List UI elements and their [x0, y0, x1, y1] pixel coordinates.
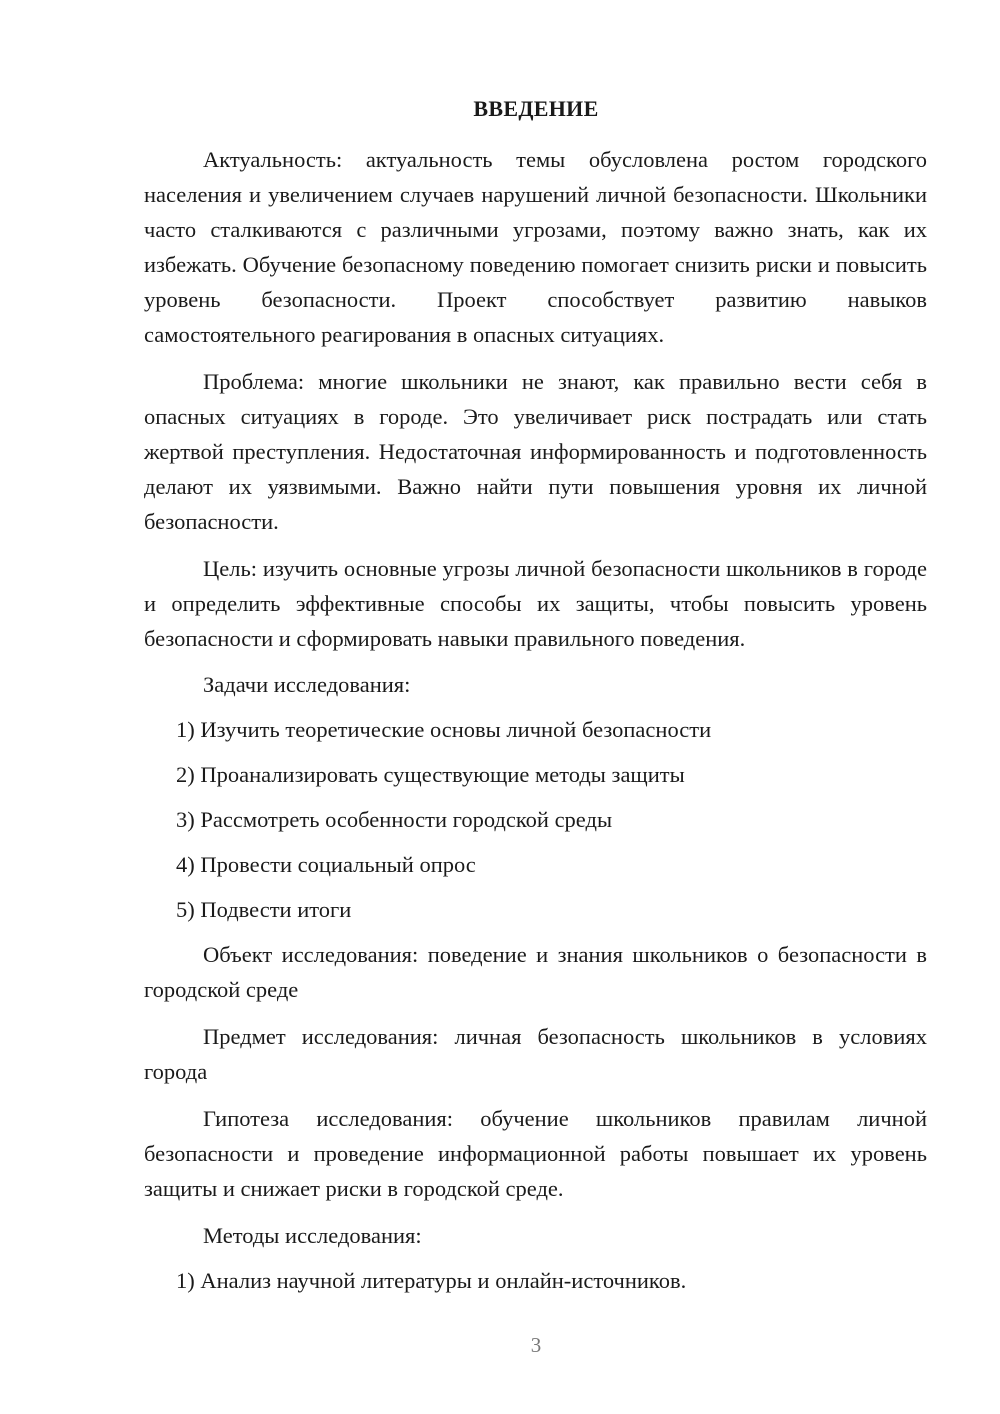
- page-number: 3: [530, 1333, 542, 1357]
- hypothesis-paragraph: Гипотеза исследования: обучение школьников правилам личной безопасности и проведение информационной работы повышает их уровень защиты и снижает риски в городской среде.: [144, 1106, 927, 1201]
- task-item-1: 1) Изучить теоретические основы личной безопасности: [176, 717, 712, 742]
- subject-paragraph: Предмет исследования: личная безопасность школьников в условиях города: [144, 1024, 927, 1084]
- problem-paragraph: Проблема: многие школьники не знают, как правильно вести себя в опасных ситуациях в городе. Это увеличивает риск пострадать или стать жертвой преступления. Недостаточная информированность и подготовленность делают их уязвимыми. Важно найти пути повышения уровня их личной безопасности.: [144, 369, 927, 534]
- section-title: ВВЕДЕНИЕ: [473, 96, 599, 121]
- task-item-3: 3) Рассмотреть особенности городской среды: [176, 807, 613, 832]
- methods-heading: Методы исследования:: [203, 1223, 422, 1248]
- method-item-1: 1) Анализ научной литературы и онлайн-источников.: [176, 1268, 687, 1293]
- body-text: [144, 142, 927, 1308]
- goal-paragraph: Цель: изучить основные угрозы личной безопасности школьников в городе и определить эффективные способы их защиты, чтобы повысить уровень безопасности и сформировать навыки правильного поведения.: [144, 556, 927, 651]
- task-item-4: 4) Провести социальный опрос: [176, 852, 476, 877]
- task-item-2: 2) Проанализировать существующие методы защиты: [176, 762, 685, 787]
- tasks-heading: Задачи исследования:: [203, 672, 411, 697]
- object-paragraph: Объект исследования: поведение и знания школьников о безопасности в городской среде: [144, 942, 927, 1002]
- task-item-5: 5) Подвести итоги: [176, 897, 352, 922]
- relevance-paragraph: Актуальность: актуальность темы обусловлена ростом городского населения и увеличением случаев нарушений личной безопасности. Школьники часто сталкиваются с различными угрозами, поэтому важно знать, как их избежать. Обучение безопасному поведению помогает снизить риски и повысить уровень безопасности. Проект способствует развитию навыков самостоятельного реагирования в опасных ситуациях.: [144, 147, 927, 347]
